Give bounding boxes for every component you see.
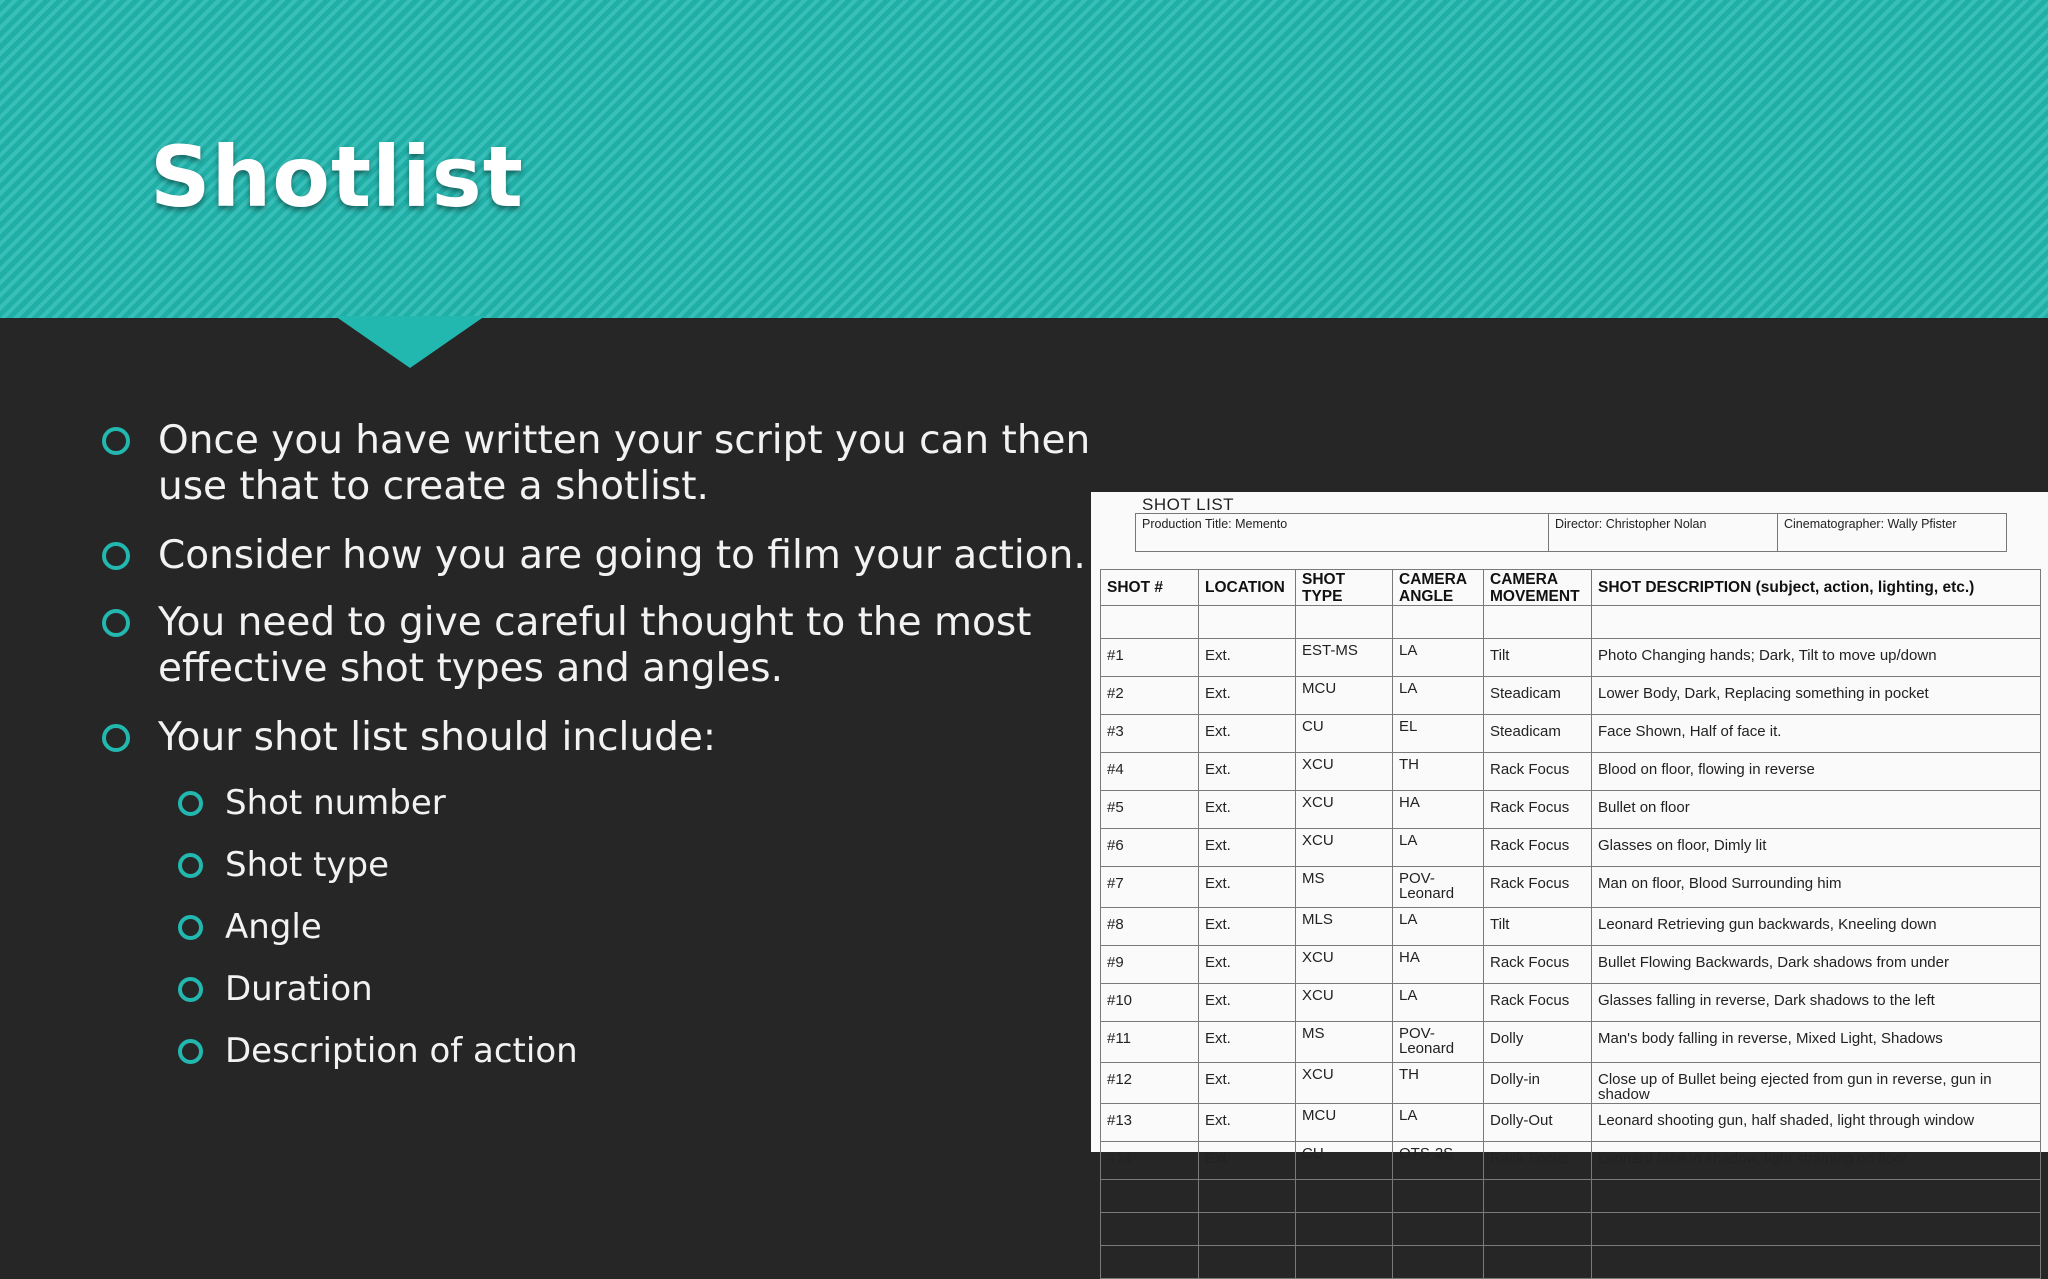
table-cell: Rack Focus [1484, 829, 1592, 867]
table-cell: Bullet Flowing Backwards, Dark shadows from under [1592, 946, 2041, 984]
table-cell: Ext. [1199, 867, 1296, 908]
empty-table-cell [1199, 1180, 1296, 1213]
table-cell: MCU [1296, 677, 1393, 715]
empty-table-cell [1592, 1213, 2041, 1246]
table-cell: Glasses falling in reverse, Dark shadows to the left [1592, 984, 2041, 1022]
table-cell: OTS-2S [1393, 1142, 1484, 1180]
table-row [1101, 791, 2041, 829]
shot-list-heading: SHOT LIST [1142, 495, 1235, 514]
table-cell: XCU [1296, 1063, 1393, 1104]
table-cell: Dolly-Out [1484, 1104, 1592, 1142]
table-cell: LA [1393, 677, 1484, 715]
slide-title: Shotlist [150, 128, 524, 226]
table-row [1101, 753, 2041, 791]
table-cell: Lower Body, Dark, Replacing something in pocket [1592, 677, 2041, 715]
empty-table-row [1101, 1246, 2041, 1279]
table-cell: #2 [1101, 677, 1199, 715]
table-cell: HA [1393, 791, 1484, 829]
table-cell: Blood on floor, flowing in reverse [1592, 753, 2041, 791]
table-row [1101, 946, 2041, 984]
table-row [1101, 984, 2041, 1022]
table-cell: Ext. [1199, 1104, 1296, 1142]
empty-table-cell [1484, 1246, 1592, 1279]
sub-bullet-item [178, 783, 446, 823]
table-cell: EST-MS [1296, 639, 1393, 677]
empty-table-cell [1484, 1180, 1592, 1213]
table-cell: Man on floor, Blood Surrounding him [1592, 867, 2041, 908]
bullet-ring-icon [102, 542, 130, 570]
production-info-box [1135, 513, 2007, 552]
table-cell: Rack Focus [1484, 984, 1592, 1022]
sub-bullet-item [178, 969, 373, 1009]
table-cell: Ext. [1199, 677, 1296, 715]
empty-table-cell [1199, 1246, 1296, 1279]
table-cell: Leonard Retrieving gun backwards, Kneeling down [1592, 908, 2041, 946]
table-cell: TH [1393, 1063, 1484, 1104]
bullet-item [102, 533, 1142, 579]
table-cell: LA [1393, 1104, 1484, 1142]
table-row [1101, 1063, 2041, 1104]
column-header: SHOT # [1101, 570, 1199, 606]
table-row [1101, 606, 2041, 639]
table-cell: #1 [1101, 639, 1199, 677]
table-cell: Ext. [1199, 1063, 1296, 1104]
table-cell: Tilt [1484, 639, 1592, 677]
table-row [1101, 1022, 2041, 1063]
table-cell: Ext. [1199, 1142, 1296, 1180]
table-cell: #10 [1101, 984, 1199, 1022]
empty-table-cell [1484, 1213, 1592, 1246]
empty-table-cell [1101, 1213, 1199, 1246]
table-cell: Ext. [1199, 984, 1296, 1022]
table-cell: MS [1296, 867, 1393, 908]
bullet-text: Your shot list should include: [158, 715, 716, 760]
table-cell: Photo Changing hands; Dark, Tilt to move up/down [1592, 639, 2041, 677]
table-cell: MS [1296, 1022, 1393, 1063]
sub-bullet-item [178, 1031, 578, 1071]
table-row [1101, 639, 2041, 677]
table-row [1101, 1104, 2041, 1142]
table-cell: Ext. [1199, 908, 1296, 946]
table-cell: #14 [1101, 1142, 1199, 1180]
table-cell: Rack Focus [1484, 946, 1592, 984]
bullet-ring-icon [178, 977, 203, 1002]
table-cell: Tilt [1484, 908, 1592, 946]
bullet-ring-icon [178, 791, 203, 816]
table-cell: Ext. [1199, 715, 1296, 753]
table-cell: LA [1393, 639, 1484, 677]
table-cell: Ext. [1199, 753, 1296, 791]
shot-list-document [1091, 492, 2048, 1167]
sub-bullet-text: Duration [225, 969, 373, 1009]
table-cell: #5 [1101, 791, 1199, 829]
table-cell: HA [1393, 946, 1484, 984]
table-cell: Dolly [1484, 1022, 1592, 1063]
table-cell: XCU [1296, 946, 1393, 984]
table-cell: #12 [1101, 1063, 1199, 1104]
sub-bullet-item [178, 845, 389, 885]
bullet-ring-icon [102, 724, 130, 752]
table-cell: #13 [1101, 1104, 1199, 1142]
bullet-ring-icon [102, 427, 130, 455]
column-header: CAMERA ANGLE [1393, 570, 1484, 606]
table-cell: XCU [1296, 753, 1393, 791]
bullet-text: Consider how you are going to film your action. [158, 533, 1086, 578]
empty-table-cell [1592, 1246, 2041, 1279]
table-row [1101, 1142, 2041, 1180]
table-cell: Ext. [1199, 1022, 1296, 1063]
table-cell: #11 [1101, 1022, 1199, 1063]
bullet-text: You need to give careful thought to the most effective shot types and angles. [158, 600, 1032, 691]
sub-bullet-item [178, 907, 322, 947]
table-cell: Dolly-in [1484, 1063, 1592, 1104]
column-header: SHOT DESCRIPTION (subject, action, lighting, etc.) [1592, 570, 2041, 606]
table-cell: MLS [1296, 908, 1393, 946]
table-row [1101, 715, 2041, 753]
table-cell: Ext. [1199, 639, 1296, 677]
table-cell: Glasses on floor, Dimly lit [1592, 829, 2041, 867]
table-row [1101, 829, 2041, 867]
table-cell: Leonard shooting gun, half shaded, light through window [1592, 1104, 2041, 1142]
table-cell: #9 [1101, 946, 1199, 984]
cinematographer-field: Cinematographer: Wally Pfister [1777, 514, 2006, 551]
table-cell: LA [1393, 984, 1484, 1022]
table-cell: XCU [1296, 984, 1393, 1022]
empty-table-cell [1592, 1180, 2041, 1213]
shot-list-table [1100, 569, 2041, 1279]
table-cell: XCU [1296, 829, 1393, 867]
table-cell: #7 [1101, 867, 1199, 908]
sub-bullet-text: Description of action [225, 1031, 578, 1071]
bullet-ring-icon [178, 915, 203, 940]
table-row [1101, 677, 2041, 715]
table-cell: LA [1393, 829, 1484, 867]
table-row [1101, 867, 2041, 908]
table-cell: CU [1296, 1142, 1393, 1180]
column-header: SHOT TYPE [1296, 570, 1393, 606]
table-header-row [1101, 570, 2041, 606]
table-cell: #8 [1101, 908, 1199, 946]
empty-table-cell [1393, 1246, 1484, 1279]
empty-table-cell [1199, 1213, 1296, 1246]
empty-table-row [1101, 1213, 2041, 1246]
empty-table-cell [1296, 1180, 1393, 1213]
empty-table-cell [1393, 1213, 1484, 1246]
table-cell: Leonard face in shadow, light straining on floor [1592, 1142, 2041, 1180]
table-cell: Ext. [1199, 829, 1296, 867]
empty-table-cell [1296, 1246, 1393, 1279]
empty-table-cell [1296, 1213, 1393, 1246]
table-cell: TH [1393, 753, 1484, 791]
column-header: LOCATION [1199, 570, 1296, 606]
table-cell: #4 [1101, 753, 1199, 791]
bullet-ring-icon [178, 1039, 203, 1064]
sub-bullet-text: Shot type [225, 845, 390, 885]
production-title-field: Production Title: Memento [1142, 517, 1288, 531]
table-cell: Man's body falling in reverse, Mixed Light, Shadows [1592, 1022, 2041, 1063]
table-row [1101, 908, 2041, 946]
bullet-item [102, 715, 1142, 761]
bullet-item [102, 418, 1142, 510]
table-cell: #3 [1101, 715, 1199, 753]
column-header: CAMERA MOVEMENT [1484, 570, 1592, 606]
bullet-text: Once you have written your script you can then use that to create a shotlist. [158, 418, 1091, 509]
table-cell: Close up of Bullet being ejected from gun in reverse, gun in shadow [1592, 1063, 2041, 1104]
table-cell: Rack Focus [1484, 867, 1592, 908]
table-cell: #6 [1101, 829, 1199, 867]
table-cell: CU [1296, 715, 1393, 753]
sub-bullet-text: Angle [225, 907, 322, 947]
empty-table-cell [1101, 1246, 1199, 1279]
director-field: Director: Christopher Nolan [1548, 514, 1777, 551]
bullet-ring-icon [102, 609, 130, 637]
table-cell: XCU [1296, 791, 1393, 829]
empty-table-cell [1393, 1180, 1484, 1213]
empty-table-cell [1101, 1180, 1199, 1213]
table-cell: Rack Focus [1484, 1142, 1592, 1180]
bullet-item [102, 600, 1142, 692]
banner-notch [335, 316, 485, 368]
table-cell: POV-Leonard [1393, 1022, 1484, 1063]
bullet-ring-icon [178, 853, 203, 878]
table-cell: Face Shown, Half of face it. [1592, 715, 2041, 753]
table-cell: Rack Focus [1484, 791, 1592, 829]
empty-table-row [1101, 1180, 2041, 1213]
table-cell: Steadicam [1484, 677, 1592, 715]
sub-bullet-text: Shot number [225, 783, 446, 823]
table-cell: Bullet on floor [1592, 791, 2041, 829]
table-cell: LA [1393, 908, 1484, 946]
table-cell: MCU [1296, 1104, 1393, 1142]
table-cell: Rack Focus [1484, 753, 1592, 791]
table-cell: EL [1393, 715, 1484, 753]
table-cell: Steadicam [1484, 715, 1592, 753]
table-cell: Ext. [1199, 946, 1296, 984]
table-cell: POV-Leonard [1393, 867, 1484, 908]
table-cell: Ext. [1199, 791, 1296, 829]
